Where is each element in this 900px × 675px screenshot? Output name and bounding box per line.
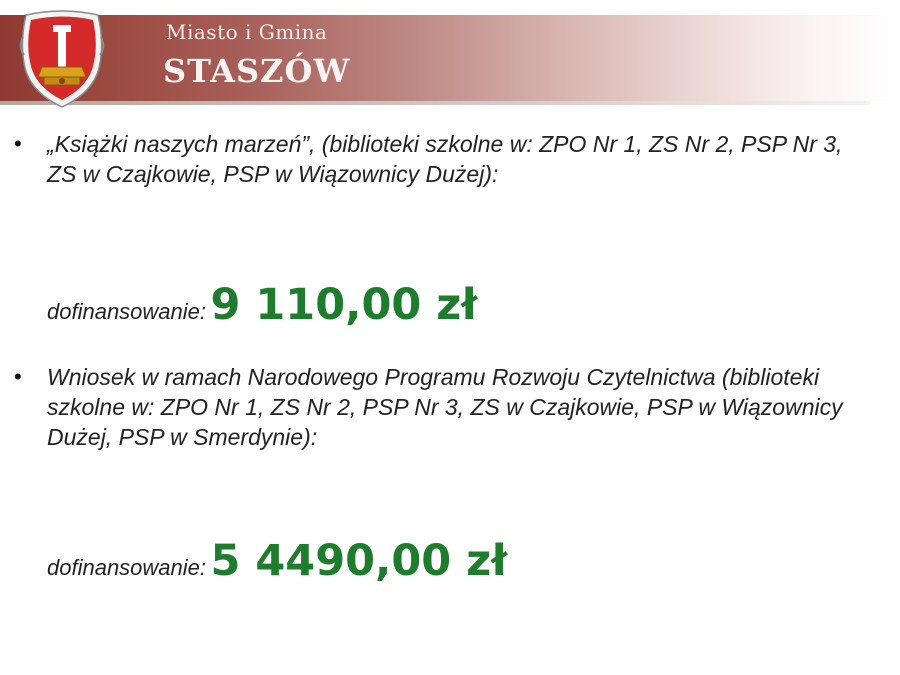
list-item-text: Wniosek w ramach Narodowego Programu Rozwoju Czytelnictwa (biblioteki szkolne w: ZPO Nr 1, ZS Nr 2, PSP Nr 3, ZS w Czajkowie, PSP w Wiązownicy Dużej, PSP w Smerdynie):: [47, 364, 843, 450]
funding-label: dofinansowanie:: [47, 299, 207, 324]
brand-title: STASZÓW: [163, 52, 351, 90]
list-item-text: „Książki naszych marzeń”, (biblioteki szkolne w: ZPO Nr 1, ZS Nr 2, PSP Nr 3, ZS w Czajkowie, PSP w Wiązownicy Dużej):: [47, 131, 843, 187]
header-divider: [0, 101, 870, 105]
funding-amount: 5 4490,00 zł: [210, 536, 508, 586]
bullet-icon: •: [14, 131, 22, 156]
funding-amount: 9 110,00 zł: [210, 280, 478, 330]
funding-line: [47, 536, 507, 586]
funding-line: [47, 280, 477, 330]
coat-of-arms-icon: [18, 7, 106, 111]
funding-label: dofinansowanie:: [47, 555, 207, 580]
header-band: [0, 15, 900, 101]
bullet-icon: •: [14, 364, 22, 389]
brand-subtitle: Miasto i Gmina: [166, 20, 328, 44]
